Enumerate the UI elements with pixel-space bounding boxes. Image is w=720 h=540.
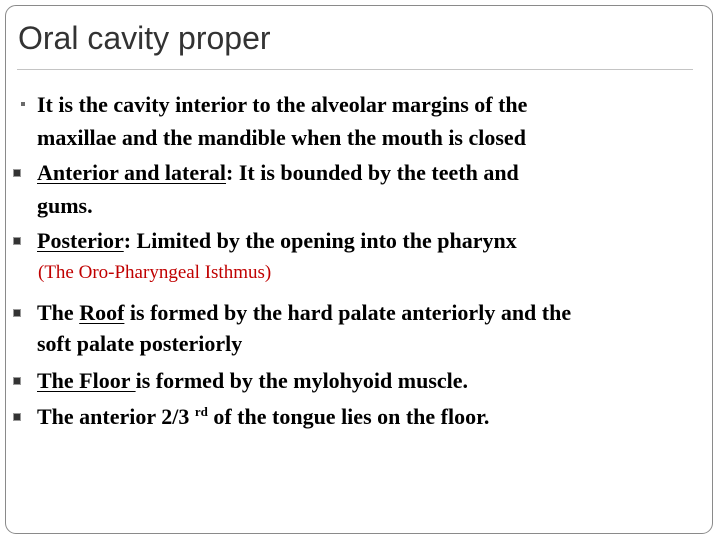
bullet-2-text: : It is bounded by the teeth and — [226, 160, 519, 185]
bullet-5-line-1 — [37, 364, 468, 398]
bullet-4-line-1 — [37, 296, 571, 330]
bullet-2-term: Anterior and lateral — [37, 160, 227, 185]
bullet-6-text: of the tongue lies on the floor. — [207, 404, 490, 429]
bullet-2-line-1 — [37, 156, 519, 190]
isthmus-note: (The Oro-Pharyngeal Isthmus) — [38, 262, 272, 283]
bullet-5-text: is formed by the mylohyoid muscle. — [135, 368, 469, 393]
bullet-3-line-1 — [37, 224, 517, 258]
bullet-1-line-1: It is the cavity interior to the alveolar margins of the — [37, 92, 528, 117]
bullet-6-line-1 — [37, 400, 489, 434]
bullet-6-prefix: The anterior 2/3 — [37, 404, 190, 429]
bullet-marker-icon — [13, 377, 21, 385]
bullet-marker-icon — [13, 169, 21, 177]
bullet-2-line-2: gums. — [37, 193, 93, 218]
bullet-5-term: The Floor — [37, 368, 136, 393]
bullet-3-text: : Limited by the opening into the pharynx — [123, 228, 517, 253]
bullet-marker-icon — [13, 237, 21, 245]
bullet-marker-icon — [21, 102, 25, 106]
slide-title: Oral cavity proper — [18, 20, 271, 56]
title-divider — [17, 69, 693, 70]
bullet-4-text: is formed by the hard palate anteriorly and the — [124, 300, 572, 325]
bullet-1-line-2: maxillae and the mandible when the mouth is closed — [37, 125, 526, 150]
bullet-4-term: Roof — [79, 300, 125, 325]
bullet-3-term: Posterior — [37, 228, 124, 253]
bullet-marker-icon — [13, 413, 21, 421]
bullet-4-line-2: soft palate posteriorly — [37, 331, 243, 356]
bullet-marker-icon — [13, 309, 21, 317]
bullet-4-prefix: The — [37, 300, 80, 325]
bullet-6-superscript: rd — [194, 404, 208, 419]
